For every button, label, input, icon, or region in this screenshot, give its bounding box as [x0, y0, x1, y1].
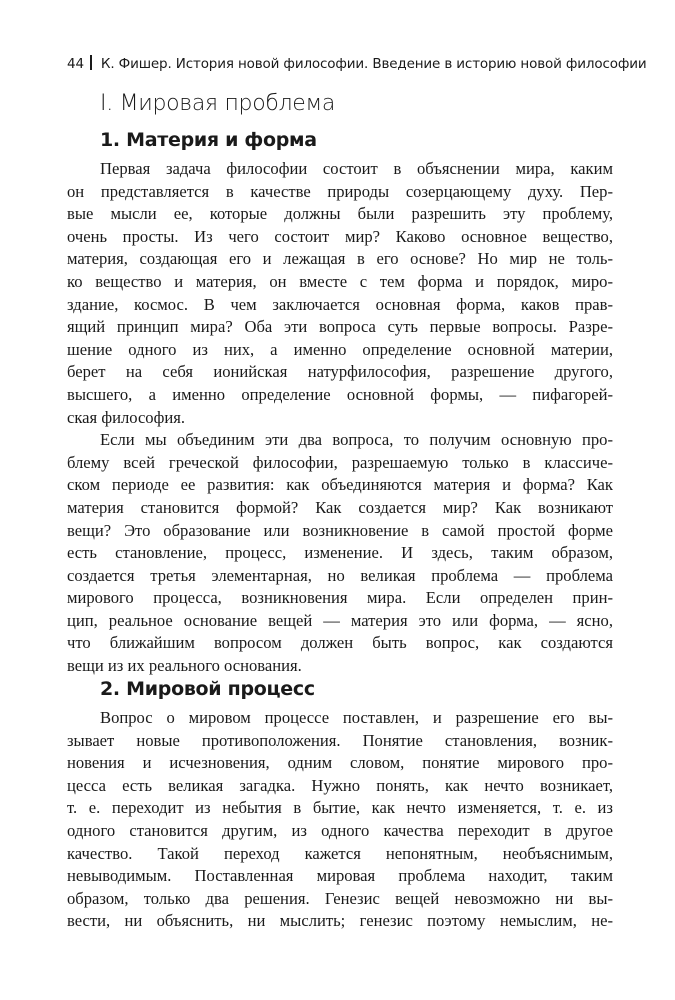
- text-line: что ближайшим вопросом должен быть вопрос, как создаются: [67, 633, 613, 653]
- text-line: здание, космос. В чем заключается основная форма, каков прав-: [67, 294, 613, 314]
- text-line: есть становление, процесс, изменение. И здесь, таким образом,: [67, 543, 613, 563]
- text-line: вые мысли ее, которые должны были разрешить эту проблему,: [67, 204, 613, 224]
- text-line: ко вещество и материя, он вместе с тем форма и порядок, миро-: [67, 271, 613, 291]
- paragraph: [67, 429, 613, 678]
- text-line: ящий принцип мира? Оба эти вопроса суть первые вопросы. Разре-: [67, 317, 613, 337]
- text-line: ская философия.: [67, 407, 186, 427]
- section-body: [67, 158, 613, 678]
- paragraph: [67, 158, 613, 429]
- text-line: очень просты. Из чего состоит мир? Каково основное вещество,: [67, 226, 613, 246]
- text-line: Вопрос о мировом процессе поставлен, и разрешение его вы-: [100, 708, 613, 727]
- text-line: ском периоде ее развития: как объединяются материя и форма? Как: [67, 475, 613, 495]
- text-line: невыводимым. Поставленная мировая проблема находит, таким: [67, 866, 613, 886]
- text-line: т. е. переходит из небытия в бытие, как нечто изменяется, т. е. из: [67, 798, 613, 818]
- paragraph: [67, 707, 613, 933]
- text-line: новения и исчезновения, одним словом, понятие мирового про-: [67, 753, 613, 773]
- text-line: высшего, а именно определение основной формы, — пифагорей-: [67, 384, 613, 404]
- text-line: зывает новые противоположения. Понятие становления, возник-: [67, 730, 613, 750]
- text-line: цесса есть великая загадка. Нужно понять, как нечто возникает,: [67, 775, 613, 795]
- text-line: берет на себя ионийская натурфилософия, разрешение другого,: [67, 362, 613, 382]
- section-title: 1. Материя и форма: [100, 129, 317, 151]
- text-line: мирового процесса, возникновения мира. Если определен прин-: [67, 588, 613, 608]
- text-line: блему всей греческой философии, разрешаемую только в классиче-: [67, 452, 613, 472]
- text-line: он представляется в качестве природы созерцающему духу. Пер-: [67, 181, 613, 201]
- section-title: 2. Мировой процесс: [100, 678, 315, 700]
- text-line: Первая задача философии состоит в объяснении мира, каким: [100, 159, 613, 178]
- running-title: К. Фишер. История новой философии. Введение в историю новой философии: [100, 56, 647, 72]
- running-header: [67, 54, 647, 74]
- text-line: создается третья элементарная, но великая проблема — проблема: [67, 565, 613, 585]
- text-line: вести, ни объяснить, ни мыслить; генезис поэтому немыслим, не-: [67, 911, 613, 931]
- text-line: материя, создающая его и лежащая в его основе? Но мир не толь-: [67, 249, 613, 269]
- chapter-title: I. Мировая проблема: [100, 91, 336, 116]
- text-line: цип, реальное основание вещей — материя это или форма, — ясно,: [67, 610, 613, 630]
- text-line: одного становится другим, из одного качества переходит в другое: [67, 820, 613, 840]
- text-line: качество. Такой переход кажется непонятным, необъяснимым,: [67, 843, 613, 863]
- section-body: [67, 707, 613, 933]
- page-number: 44: [67, 56, 84, 72]
- text-line: вещи из их реального основания.: [67, 656, 302, 676]
- text-line: вещи? Это образование или возникновение в самой простой форме: [67, 520, 613, 540]
- text-line: шение одного из них, а именно определение основной материи,: [67, 339, 613, 359]
- text-line: материя становится формой? Как создается мир? Как возникают: [67, 497, 613, 517]
- text-line: образом, только два решения. Генезис вещей невозможно ни вы-: [67, 888, 613, 908]
- text-line: Если мы объединим эти два вопроса, то получим основную про-: [100, 430, 613, 450]
- header-separator: [90, 55, 92, 70]
